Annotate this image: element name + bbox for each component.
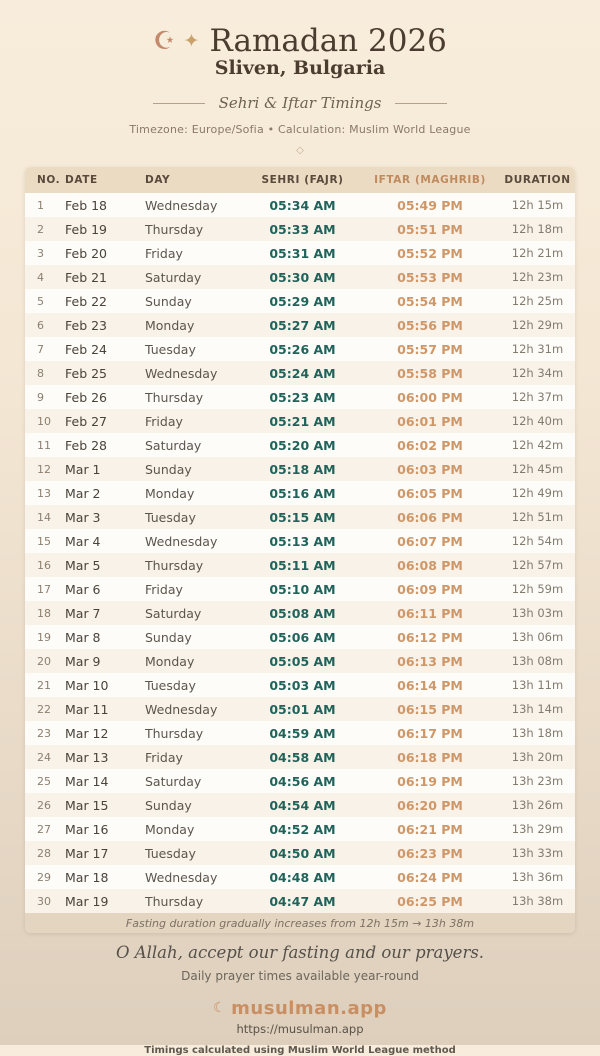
row-day: Monday [145, 821, 195, 837]
table-row [25, 193, 575, 217]
location-subtitle: Sliven, Bulgaria [214, 57, 386, 80]
row-sehri: 05:01 AM [269, 701, 336, 717]
row-duration: 12h 57m [511, 558, 564, 573]
row-sehri: 04:47 AM [269, 893, 336, 909]
table-row [25, 841, 575, 865]
dua-text: O Allah, accept our fasting and our prayers. [115, 943, 485, 963]
row-date: Feb 20 [65, 245, 108, 261]
row-date: Feb 25 [65, 365, 108, 381]
row-day: Saturday [145, 773, 202, 789]
row-duration: 12h 34m [511, 366, 564, 381]
row-sehri: 04:48 AM [269, 869, 336, 885]
row-duration: 13h 36m [511, 870, 564, 885]
row-iftar: 06:06 PM [397, 509, 463, 525]
row-duration: 12h 37m [511, 390, 564, 405]
row-date: Mar 13 [65, 749, 109, 765]
row-no: 25 [37, 774, 51, 788]
table-row [25, 625, 575, 649]
row-sehri: 05:20 AM [269, 437, 336, 453]
table-row [25, 217, 575, 241]
row-day: Sunday [145, 629, 192, 645]
row-day: Friday [145, 749, 183, 765]
row-duration: 12h 49m [511, 486, 564, 501]
row-sehri: 05:23 AM [269, 389, 336, 405]
table-row [25, 865, 575, 889]
row-date: Mar 11 [65, 701, 109, 717]
row-iftar: 06:15 PM [397, 701, 463, 717]
row-no: 24 [37, 750, 51, 764]
table-row [25, 241, 575, 265]
row-date: Mar 7 [65, 605, 101, 621]
row-duration: 12h 18m [511, 222, 564, 237]
row-date: Mar 17 [65, 845, 109, 861]
row-duration: 13h 20m [511, 750, 564, 765]
row-day: Thursday [145, 893, 204, 909]
row-day: Sunday [145, 797, 192, 813]
row-day: Tuesday [145, 341, 196, 357]
row-sehri: 05:15 AM [269, 509, 336, 525]
row-no: 28 [37, 846, 51, 860]
row-iftar: 06:09 PM [397, 581, 463, 597]
row-iftar: 06:00 PM [397, 389, 463, 405]
table-row [25, 265, 575, 289]
row-sehri: 05:03 AM [269, 677, 336, 693]
table-row [25, 649, 575, 673]
header-date: DATE [65, 174, 98, 187]
row-no: 14 [37, 510, 51, 524]
table-row [25, 769, 575, 793]
row-date: Feb 21 [65, 269, 108, 285]
row-day: Monday [145, 653, 195, 669]
row-sehri: 05:26 AM [269, 341, 336, 357]
row-sehri: 05:30 AM [269, 269, 336, 285]
row-sehri: 05:24 AM [269, 365, 336, 381]
table-row [25, 697, 575, 721]
row-sehri: 04:58 AM [269, 749, 336, 765]
row-duration: 13h 11m [511, 678, 564, 693]
row-no: 19 [37, 630, 51, 644]
row-iftar: 06:17 PM [397, 725, 463, 741]
row-day: Wednesday [145, 533, 218, 549]
row-date: Mar 1 [65, 461, 101, 477]
method-note: Timings calculated using Muslim World League method [144, 1045, 456, 1056]
row-duration: 13h 29m [511, 822, 564, 837]
table-header-row [25, 167, 575, 193]
row-day: Sunday [145, 293, 192, 309]
row-sehri: 05:34 AM [269, 197, 336, 213]
row-no: 4 [37, 270, 44, 284]
row-duration: 12h 40m [511, 414, 564, 429]
row-no: 16 [37, 558, 51, 572]
row-sehri: 05:18 AM [269, 461, 336, 477]
row-sehri: 05:10 AM [269, 581, 336, 597]
row-sehri: 05:21 AM [269, 413, 336, 429]
row-iftar: 05:54 PM [397, 293, 463, 309]
crescent-star-icon: ☪ [153, 26, 176, 55]
table-row [25, 817, 575, 841]
row-duration: 12h 45m [511, 462, 564, 477]
row-iftar: 05:52 PM [397, 245, 463, 261]
row-iftar: 06:08 PM [397, 557, 463, 573]
row-date: Feb 28 [65, 437, 108, 453]
row-iftar: 06:13 PM [397, 653, 463, 669]
row-day: Saturday [145, 437, 202, 453]
row-no: 9 [37, 390, 44, 404]
row-no: 15 [37, 534, 51, 548]
divider-line-left [153, 103, 205, 104]
row-no: 12 [37, 462, 51, 476]
row-iftar: 06:21 PM [397, 821, 463, 837]
table-body [25, 193, 575, 913]
table-row [25, 673, 575, 697]
row-iftar: 06:23 PM [397, 845, 463, 861]
timezone-calculation-meta: Timezone: Europe/Sofia • Calculation: Muslim World League [129, 123, 471, 137]
table-row [25, 289, 575, 313]
row-duration: 13h 08m [511, 654, 564, 669]
row-duration: 13h 14m [511, 702, 564, 717]
table-row [25, 553, 575, 577]
table-row [25, 745, 575, 769]
crescent-icon: ☾ [213, 1000, 227, 1017]
row-no: 20 [37, 654, 51, 668]
row-date: Mar 15 [65, 797, 109, 813]
diamond-icon: ◇ [296, 145, 304, 157]
row-sehri: 05:05 AM [269, 653, 336, 669]
availability-text: Daily prayer times available year-round [181, 969, 419, 984]
row-iftar: 06:24 PM [397, 869, 463, 885]
row-date: Mar 18 [65, 869, 109, 885]
row-no: 10 [37, 414, 51, 428]
row-duration: 13h 06m [511, 630, 564, 645]
row-date: Mar 4 [65, 533, 101, 549]
row-no: 1 [37, 198, 44, 212]
row-duration: 12h 51m [511, 510, 564, 525]
brand-link[interactable] [0, 998, 600, 1019]
row-iftar: 06:01 PM [397, 413, 463, 429]
row-date: Mar 10 [65, 677, 109, 693]
row-sehri: 05:33 AM [269, 221, 336, 237]
row-date: Mar 9 [65, 653, 101, 669]
row-sehri: 05:31 AM [269, 245, 336, 261]
row-day: Thursday [145, 389, 204, 405]
header-sehri: SEHRI (FAJR) [261, 174, 344, 187]
row-iftar: 06:20 PM [397, 797, 463, 813]
row-date: Feb 18 [65, 197, 108, 213]
row-iftar: 06:14 PM [397, 677, 463, 693]
row-iftar: 06:05 PM [397, 485, 463, 501]
header-no: NO. [37, 174, 61, 187]
header-day: DAY [145, 174, 171, 187]
row-day: Thursday [145, 725, 204, 741]
row-date: Feb 24 [65, 341, 108, 357]
table-row [25, 601, 575, 625]
page-title-row [0, 24, 600, 58]
row-iftar: 05:49 PM [397, 197, 463, 213]
row-iftar: 06:03 PM [397, 461, 463, 477]
timings-table [25, 167, 575, 933]
row-date: Feb 19 [65, 221, 108, 237]
row-no: 29 [37, 870, 51, 884]
row-iftar: 05:51 PM [397, 221, 463, 237]
table-row [25, 409, 575, 433]
row-no: 22 [37, 702, 51, 716]
row-day: Friday [145, 581, 183, 597]
row-day: Friday [145, 413, 183, 429]
brand-name: musulman.app [231, 998, 387, 1020]
table-row [25, 361, 575, 385]
row-sehri: 04:56 AM [269, 773, 336, 789]
table-row [25, 433, 575, 457]
row-day: Sunday [145, 461, 192, 477]
table-row [25, 889, 575, 913]
table-row [25, 793, 575, 817]
row-day: Saturday [145, 269, 202, 285]
row-no: 7 [37, 342, 44, 356]
table-row [25, 313, 575, 337]
row-duration: 13h 38m [511, 894, 564, 909]
row-iftar: 05:53 PM [397, 269, 463, 285]
row-no: 5 [37, 294, 44, 308]
row-day: Wednesday [145, 869, 218, 885]
row-sehri: 05:27 AM [269, 317, 336, 333]
row-duration: 12h 15m [511, 198, 564, 213]
page-header [0, 0, 600, 156]
brand-url[interactable]: https://musulman.app [236, 1022, 364, 1037]
row-no: 21 [37, 678, 51, 692]
row-no: 26 [37, 798, 51, 812]
row-duration: 12h 31m [511, 342, 564, 357]
table-footer-note: Fasting duration gradually increases from 12h 15m → 13h 38m [25, 913, 575, 933]
row-date: Mar 2 [65, 485, 101, 501]
table-row [25, 505, 575, 529]
row-duration: 13h 18m [511, 726, 564, 741]
row-day: Thursday [145, 557, 204, 573]
row-no: 8 [37, 366, 44, 380]
row-day: Monday [145, 485, 195, 501]
row-sehri: 04:52 AM [269, 821, 336, 837]
row-day: Thursday [145, 221, 204, 237]
row-duration: 12h 23m [511, 270, 564, 285]
row-iftar: 06:12 PM [397, 629, 463, 645]
row-iftar: 05:57 PM [397, 341, 463, 357]
row-sehri: 05:08 AM [269, 605, 336, 621]
row-no: 27 [37, 822, 51, 836]
row-iftar: 06:25 PM [397, 893, 463, 909]
row-date: Feb 22 [65, 293, 108, 309]
row-no: 3 [37, 246, 44, 260]
row-duration: 12h 54m [511, 534, 564, 549]
row-no: 17 [37, 582, 51, 596]
row-duration: 12h 42m [511, 438, 564, 453]
row-sehri: 05:11 AM [269, 557, 336, 573]
row-duration: 13h 23m [511, 774, 564, 789]
row-duration: 12h 59m [511, 582, 564, 597]
row-date: Mar 5 [65, 557, 101, 573]
row-no: 11 [37, 438, 51, 452]
row-date: Mar 6 [65, 581, 101, 597]
row-sehri: 04:54 AM [269, 797, 336, 813]
row-no: 13 [37, 486, 51, 500]
row-day: Saturday [145, 605, 202, 621]
row-duration: 12h 29m [511, 318, 564, 333]
row-duration: 13h 33m [511, 846, 564, 861]
header-duration: DURATION [504, 174, 571, 187]
row-day: Friday [145, 245, 183, 261]
divider-line-right [395, 103, 447, 104]
row-no: 18 [37, 606, 51, 620]
row-date: Mar 19 [65, 893, 109, 909]
table-row [25, 457, 575, 481]
row-date: Mar 14 [65, 773, 109, 789]
row-iftar: 05:58 PM [397, 365, 463, 381]
row-sehri: 05:06 AM [269, 629, 336, 645]
row-date: Feb 23 [65, 317, 108, 333]
row-day: Tuesday [145, 845, 196, 861]
row-no: 23 [37, 726, 51, 740]
row-duration: 13h 03m [511, 606, 564, 621]
row-iftar: 06:19 PM [397, 773, 463, 789]
row-sehri: 04:50 AM [269, 845, 336, 861]
row-iftar: 06:18 PM [397, 749, 463, 765]
table-row [25, 337, 575, 361]
row-iftar: 05:56 PM [397, 317, 463, 333]
row-date: Feb 27 [65, 413, 108, 429]
row-duration: 12h 25m [511, 294, 564, 309]
row-date: Mar 3 [65, 509, 101, 525]
row-date: Feb 26 [65, 389, 108, 405]
header-iftar: IFTAR (MAGHRIB) [374, 174, 486, 187]
row-no: 6 [37, 318, 44, 332]
table-row [25, 577, 575, 601]
row-day: Wednesday [145, 197, 218, 213]
row-no: 2 [37, 222, 44, 236]
section-title: Sehri & Iftar Timings [218, 94, 382, 113]
row-date: Mar 8 [65, 629, 101, 645]
row-duration: 13h 26m [511, 798, 564, 813]
row-iftar: 06:07 PM [397, 533, 463, 549]
table-row [25, 481, 575, 505]
row-sehri: 05:29 AM [269, 293, 336, 309]
row-date: Mar 12 [65, 725, 109, 741]
page-title: Ramadan 2026 [209, 23, 447, 59]
row-date: Mar 16 [65, 821, 109, 837]
row-sehri: 05:13 AM [269, 533, 336, 549]
section-title-row [0, 94, 600, 112]
sparkle-icon: ✦ [183, 30, 200, 52]
row-sehri: 04:59 AM [269, 725, 336, 741]
page-footer [0, 943, 600, 1056]
table-row [25, 721, 575, 745]
row-iftar: 06:02 PM [397, 437, 463, 453]
table-row [25, 529, 575, 553]
row-no: 30 [37, 894, 51, 908]
row-day: Wednesday [145, 365, 218, 381]
table-row [25, 385, 575, 409]
row-sehri: 05:16 AM [269, 485, 336, 501]
row-iftar: 06:11 PM [397, 605, 463, 621]
row-day: Wednesday [145, 701, 218, 717]
row-day: Monday [145, 317, 195, 333]
row-day: Tuesday [145, 677, 196, 693]
row-duration: 12h 21m [511, 246, 564, 261]
row-day: Tuesday [145, 509, 196, 525]
